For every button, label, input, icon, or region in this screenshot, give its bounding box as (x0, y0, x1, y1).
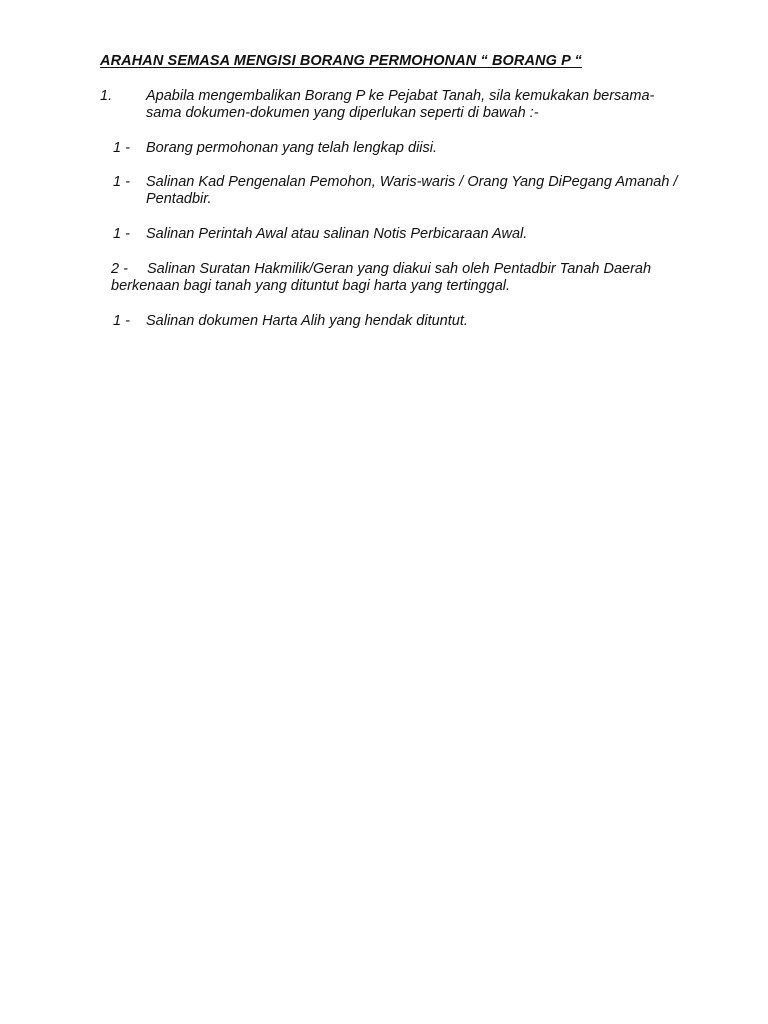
item-quantity: 1 - (113, 313, 130, 329)
list-item (113, 174, 713, 208)
list-item (113, 313, 713, 330)
item-quantity: 1 - (113, 140, 130, 156)
item-quantity: 2 - (111, 261, 128, 277)
list-item (111, 261, 676, 295)
paragraph-text: Apabila mengembalikan Borang P ke Pejabat Tanah, sila kemukakan bersama-sama dokumen-dokumen yang diperlukan seperti di bawah :- (146, 88, 655, 121)
item-quantity: 1 - (113, 226, 130, 242)
item-text: Salinan Kad Pengenalan Pemohon, Waris-waris / Orang Yang DiPegang Amanah / Pentadbir. (146, 174, 678, 207)
item-text: Salinan Suratan Hakmilik/Geran yang diakui sah oleh Pentadbir Tanah Daerah berkenaan bagi tanah yang dituntut bagi harta yang tertinggal. (111, 261, 652, 294)
list-item (113, 226, 713, 243)
item-text: Salinan dokumen Harta Alih yang hendak dituntut. (146, 313, 468, 329)
item-quantity: 1 - (113, 174, 130, 190)
item-text: Salinan Perintah Awal atau salinan Notis Perbicaraan Awal. (146, 226, 528, 242)
paragraph-number: 1. (100, 88, 113, 104)
instruction-paragraph (100, 88, 700, 122)
document-title: ARAHAN SEMASA MENGISI BORANG PERMOHONAN “ BORANG P “ (100, 53, 582, 69)
item-text: Borang permohonan yang telah lengkap diisi. (146, 140, 438, 156)
list-item (113, 140, 713, 157)
